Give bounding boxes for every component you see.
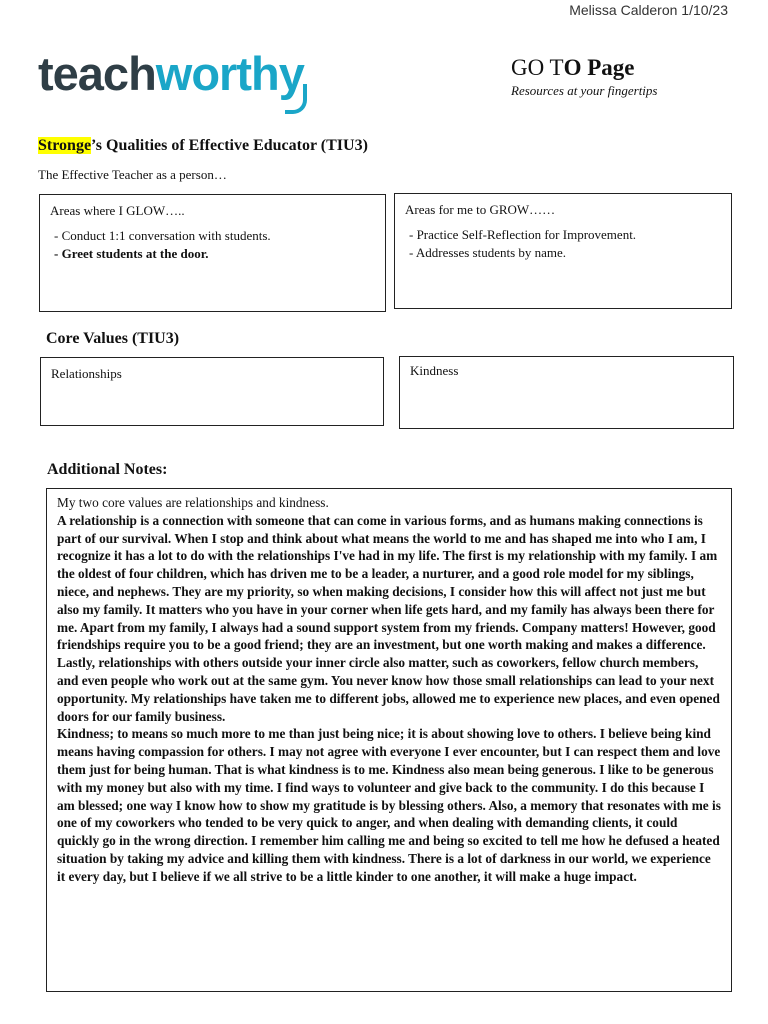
core-values-heading: Core Values (TIU3)	[46, 330, 180, 347]
author-date: Melissa Calderon 1/10/23	[569, 2, 728, 18]
goto-bold: O Page	[563, 55, 635, 80]
notes-box	[46, 488, 732, 992]
notes-intro: My two core values are relationships and kindness.	[57, 495, 329, 510]
logo-hook-icon	[285, 84, 307, 114]
section-title-rest: ’s Qualities of Effective Educator (TIU3)	[91, 137, 368, 154]
teachworthy-logo	[38, 47, 304, 100]
logo-worthy-text: worthy	[155, 47, 304, 100]
grow-list	[409, 226, 731, 262]
grow-label: Areas for me to GROW……	[405, 202, 556, 217]
core-value-box-2	[399, 356, 734, 429]
highlighted-name: Stronge	[38, 137, 92, 154]
core-value-2: Kindness	[410, 363, 459, 378]
goto-prefix: GO T	[511, 55, 564, 80]
tagline: Resources at your fingertips	[511, 83, 658, 98]
glow-item: - Greet students at the door.	[54, 246, 209, 261]
notes-paragraph-kindness: Kindness; to means so much more to me than just being nice; it is about showing love to others. I believe being kind means having compassion for others. I may not agree with everyone I ever encounter, but I can respect them and love them just for being human. That is what kindness is to me. Kindness also mean being generous. I like to be generous with my money but also with my time. I find ways to volunteer and give back to the community. I do this because I am blessed; one way I know how to show my gratitude is by blessing others. Also, a memory that resonates with me is one of my coworkers who tended to be very quick to anger, and when dealing with demanding clients, it could quickly go in the wrong direction. I remember him calling me and being so excited to tell me how he defused a heated situation by taking my advice and killing them with kindness. There is a lot of darkness in our world, we experience it every day, but I believe if we all strive to be a little kinder to one another, it will make a huge impact.	[57, 726, 721, 884]
core-value-1: Relationships	[51, 366, 122, 381]
glow-box	[39, 194, 386, 312]
core-value-box-1	[40, 357, 384, 426]
logo-teach-text: teach	[38, 47, 156, 100]
section-title	[38, 137, 368, 155]
glow-list	[54, 227, 385, 263]
notes-paragraph-relationships: A relationship is a connection with someone that can come in various forms, and as humans making connections is part of our survival. When I stop and think about what means the world to me and has shaped me into who I am, I recognize it has a lot to do with the relationships I've had in my life. The first is my relationship with my family. I am the oldest of four children, which has driven me to be a leader, a nurturer, and a good role model for my siblings, niece, and nephews. They are my priority, so when making decisions, I consider how this will affect not just me but also my family. It matters who you have in your corner when life gets hard, and my family has always been there for me. Apart from my family, I always had a sound support system from my friends. Company matters! However, good friendships require you to be a good friend; they are an investment, but one worth making and makes a difference. Lastly, relationships with others outside your inner circle also matter, such as coworkers, fellow church members, and even people who work out at the same gym. You never know how those small relationships can lead to your next opportunity. My relationships have taken me to different jobs, allowed me to experience new places, and even opened doors for our family business.	[57, 512, 720, 724]
grow-item: - Addresses students by name.	[409, 245, 567, 260]
glow-item: - Conduct 1:1 conversation with students.	[54, 228, 271, 243]
additional-notes-heading: Additional Notes:	[47, 461, 168, 478]
glow-label: Areas where I GLOW…..	[50, 203, 185, 218]
section-subtitle: The Effective Teacher as a person…	[38, 167, 227, 182]
grow-box	[394, 193, 732, 309]
grow-item: - Practice Self-Reflection for Improvement.	[409, 227, 637, 242]
goto-page-title	[511, 55, 635, 81]
